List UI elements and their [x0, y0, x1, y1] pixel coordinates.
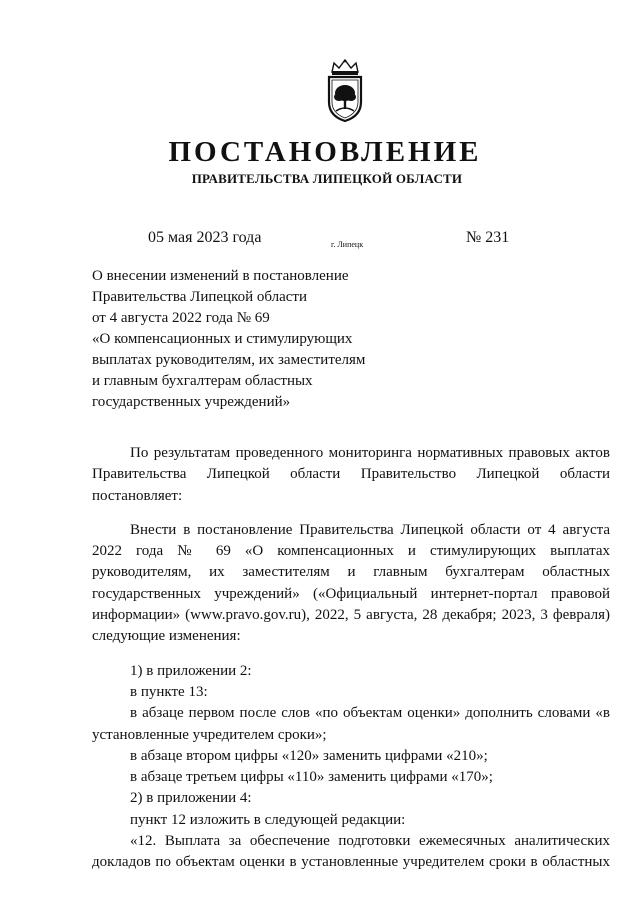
document-date: 05 мая 2023 года: [148, 229, 262, 246]
subject-line: выплатах руководителям, их заместителям: [92, 352, 366, 368]
body-line: Правительства Липецкой области Правительство Липецкой области: [92, 466, 610, 483]
subject-line: от 4 августа 2022 года № 69: [92, 310, 270, 326]
body-line: 2022 года № 69 «О компенсационных и стимулирующих выплатах: [92, 543, 610, 560]
body-line: в абзаце первом после слов «по объектам оценки» дополнить словами «в: [130, 705, 610, 722]
body-line: информации» (www.pravo.gov.ru), 2022, 5 августа, 28 декабря; 2023, 3 февраля): [92, 607, 610, 624]
document-number: № 231: [466, 229, 510, 246]
body-line: государственных учреждений» («Официальный интернет-портал правовой: [92, 585, 610, 602]
body-line: докладов по объектам оценки в установленные учредителем сроки в областных: [92, 854, 610, 871]
document-subject: [92, 266, 412, 413]
body-line: «12. Выплата за обеспечение подготовки ежемесячных аналитических: [130, 833, 610, 850]
body-line: По результатам проведенного мониторинга нормативных правовых актов: [130, 445, 610, 461]
subject-line: Правительства Липецкой области: [92, 289, 308, 305]
body-line: в абзаце втором цифры «120» заменить цифрами «210»;: [130, 747, 488, 764]
body-line: следующие изменения:: [92, 628, 241, 645]
subject-line: и главным бухгалтерам областных: [92, 373, 313, 389]
body-line: 1) в приложении 2:: [130, 662, 252, 679]
body-line: 2) в приложении 4:: [130, 790, 252, 807]
document-title: ПОСТАНОВЛЕНИЕ: [168, 136, 482, 168]
body-line: установленные учредителем сроки»;: [92, 726, 327, 743]
body-line: постановляет:: [92, 487, 183, 504]
body-line: в абзаце третьем цифры «110» заменить цифрами «170»;: [130, 769, 493, 786]
body-line: Внести в постановление Правительства Липецкой области от 4 августа: [130, 521, 610, 538]
body-line: пункт 12 изложить в следующей редакции:: [130, 811, 406, 828]
body-line: в пункте 13:: [130, 683, 208, 700]
subject-line: «О компенсационных и стимулирующих: [92, 331, 353, 347]
document-issuer: ПРАВИТЕЛЬСТВА ЛИПЕЦКОЙ ОБЛАСТИ: [191, 171, 463, 186]
subject-line: государственных учреждений»: [92, 394, 291, 410]
body-line: руководителям, их заместителям и главным бухгалтерам областных: [92, 564, 610, 581]
document-body: [92, 443, 610, 874]
subject-line: О внесении изменений в постановление: [92, 268, 349, 284]
document-city: г. Липецк: [331, 240, 364, 249]
coat-of-arms-icon: [324, 58, 366, 124]
